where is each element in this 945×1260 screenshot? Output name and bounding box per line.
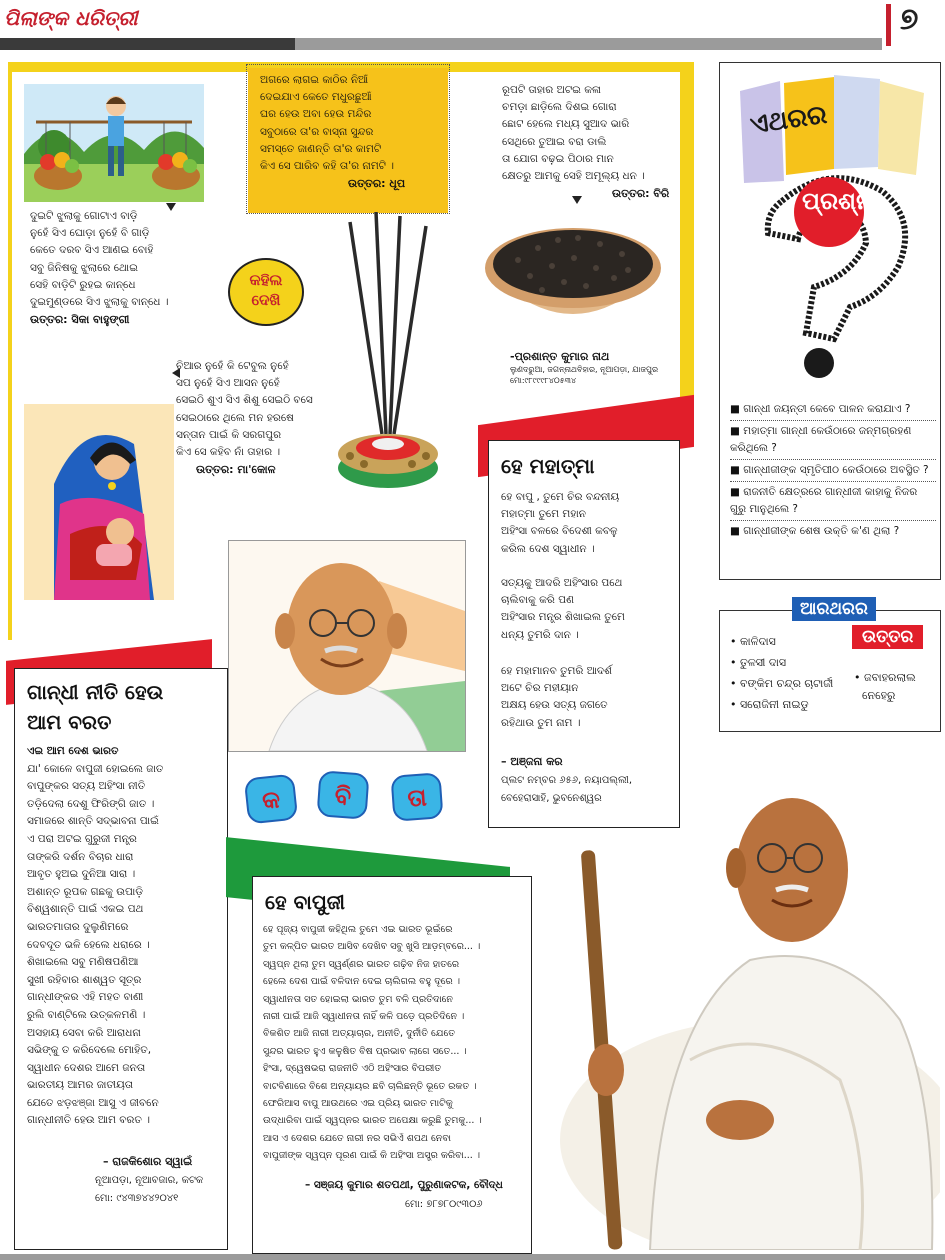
bullet-icon: ■ (730, 464, 744, 476)
riddle3-line: ତା ଯୋଗ ବଢ଼ଇ ପିଠାର ମାନ (502, 152, 614, 165)
answer-item (730, 694, 833, 715)
riddle4 (176, 358, 313, 478)
riddle3-line: କ୍ଷେତରୁ ଆମକୁ ସେହି ଅମୂଲ୍ୟ ଧନ । (502, 170, 645, 183)
riddle1-line: ଦୁଇଟି ଝୁଲାକୁ ଗୋଟାଏ ବାଡ଼ି (30, 210, 138, 222)
poem-line: ଏଇ ଆମ ଦେଶ ଭାରତ (27, 745, 119, 757)
poem-line: ରୁଲି ବାଣ୍ଟିଲେ ଉତ୍କଳମଣି । (27, 1008, 146, 1021)
poem-line: ଭାରତମାତାର ଦୁଲୁଣିମରେ (27, 920, 129, 933)
poem-line: ହେ ମହାମାନବ ତୁମରି ଆଦର୍ଶ (501, 665, 612, 677)
kabita-letter (244, 774, 299, 825)
question-title-top: ଏଥରର (748, 99, 829, 141)
riddle4-line: ସେଇଠାରେ ଥିଲେ ମନ ହରଷେ (176, 411, 294, 424)
mahatma-address1: ପ୍ଲଟ ନମ୍ବର ୬୫୬, ନୟାପଲ୍ଲୀ, (501, 775, 633, 786)
riddle-contributor (510, 350, 658, 386)
frame-step (680, 62, 694, 402)
poem-line: ଅକ୍ଷୟ ହେଉ ସତ୍ୟ ଜଗତେ (501, 699, 608, 712)
answer-title-top: ଆରଥରର (792, 597, 876, 621)
riddle4-line: ଚିଆର ନୁହେଁ କି ଟେବୁଲ ନୁହେଁ (176, 360, 289, 372)
riddle3-pointer (572, 196, 582, 204)
poem-line: ରହିଥାଉ ତୁମ ନାମ । (501, 716, 581, 729)
riddle3-answer: ଉତ୍ତର: ବିରି (612, 187, 670, 201)
question-list (730, 399, 936, 542)
poem-line: ନାରୀ ପାଇଁ ଆଜି ସ୍ୱାଧୀନତା ନାହିଁ କଳି ପଡ଼େ ପ୍ରତିଦିନେ । (263, 1011, 465, 1023)
bullet-icon: • (730, 677, 740, 690)
gandhi-niti-author: – ରାଜକିଶୋର ସ୍ୱାଇଁ (103, 1155, 193, 1168)
question-item (730, 421, 936, 460)
gandhi-niti-panel (14, 668, 228, 1250)
riddle2-box (248, 68, 448, 213)
answer-item-5 (854, 669, 916, 705)
poem-line: ବାପୁଙ୍କର ସତ୍ୟ ଅହିଂସା ନୀତି (27, 780, 146, 793)
poem-line: ବିକଶିତ ଆଜି ନାରୀ ଅତ୍ୟାଚାର, ଅନୀତି, ଦୁର୍ନୀତି ଯେତେ (263, 1028, 455, 1040)
riddle4-answer: ଉତ୍ତର: ମା'କୋଳ (196, 463, 276, 477)
poem-line: ଚାଲିବାକୁ କରି ପଣ (501, 594, 575, 607)
riddle4-line: କିଏ ସେ କହିବ ନାଁ ତାହାର । (176, 446, 281, 459)
answer-text: ସରୋଜିନୀ ନାଇଡୁ (740, 698, 809, 711)
poem-line: ବାପୁଜୀଙ୍କ ସ୍ୱପ୍ନ ପୂରଣ ପାଇଁ କି ଅହିଂସା ଅସ୍ତ୍ର କରିବା... । (263, 1150, 481, 1162)
riddle1 (30, 208, 168, 328)
answer-text: ତୁଳସୀ ଦାସ (740, 656, 787, 669)
answer-title-main: ଉତ୍ତର (852, 625, 923, 649)
kabita-label (246, 772, 446, 826)
riddle1-answer: ଉତ୍ତର: ସିକା ବାହୁଙ୍ଗୀ (30, 313, 130, 327)
poem-line: ସ୍ୱପ୍ନ ଥିଲା ତୁମ ସ୍ୱର୍ଣ୍ଣର ଭାରତ ଗଢ଼ିବ ନିଜ ହାତରେ (263, 958, 460, 970)
poem-line: ଆସ ଏ ଦେଶର ଯେତେ ନାରୀ ନର ସଭିଏଁ ଶପଥ ନେବା (263, 1132, 451, 1144)
mahatma-author: – ଅଞ୍ଜନା କର (501, 755, 563, 768)
poem-line: ତାଙ୍କରି ଦର୍ଶନ ବିଚାର ଧାରା (27, 850, 134, 863)
answer-item (730, 631, 833, 652)
poem-line: ଭାରତୀୟ ଆମର ଜାତୀୟତା (27, 1079, 134, 1092)
gandhi-niti-address: ନୂଆପଡ଼ା, ନୂଆବଜାର, କଟକ (95, 1175, 204, 1186)
poem-line: ସୁଖୀ ରହିବାର ଶାଶ୍ୱତ ସୂତ୍ର (27, 973, 142, 986)
page-header (0, 0, 945, 52)
question-title-main: ପ୍ରଶ୍ନ (802, 187, 873, 215)
riddle4-pointer (172, 368, 180, 378)
riddle1-line: ନୁହେଁ ସିଏ ଘୋଡ଼ା ନୁହେଁ ବି ଗାଡ଼ି (30, 227, 150, 240)
poem-line: ସ୍ୱାଧୀନ ଦେଶର ଆମେ ଜନତା (27, 1061, 146, 1074)
mahatma-stanza3 (501, 663, 612, 732)
answer-item (730, 652, 833, 673)
poem-line: ଫେରିଆସ ବାପୁ ଆଉଥରେ ଏଇ ପ୍ରିୟ ଭାରତ ମାଟିକୁ (263, 1098, 453, 1110)
poem-line: ଅହିଂସାର ମନ୍ତ୍ର ଶିଖାଇଲ ତୁମେ (501, 611, 625, 624)
poem-line: ଅଶାନ୍ତ ରୂପକ ଗଛକୁ ଉପାଡ଼ି (27, 885, 144, 898)
riddle1-line: ଦୁଇମୁଣ୍ଡରେ ସିଏ ଝୁଲାକୁ ବାନ୍ଧେ । (30, 296, 169, 309)
bapuji-body (263, 921, 482, 1165)
kahila-dekhi-badge (228, 258, 304, 326)
header-bar-grey (295, 38, 882, 50)
poem-line: ଗାନ୍ଧୀଙ୍କର ଏହି ମହତ ବାଣୀ (27, 991, 144, 1004)
answer-panel (719, 599, 941, 732)
poem-line: ଅଟେ ଚିର ମହୀୟାନ (501, 682, 579, 695)
riddle3-line: ରୂପଟି ତାହାର ଅଟଇ କଳା (502, 84, 601, 96)
answer5-line1: ଜବାହରଲାଲ (864, 671, 916, 684)
incense-illustration (330, 212, 450, 492)
riddle4-line: ସପ ନୁହେଁ ସିଏ ଆସନ ନୁହେଁ (176, 377, 280, 390)
poem-line: ହେ ବାପୁ , ତୁମେ ଚିର ବନ୍ଦନୀୟ (501, 491, 620, 503)
question-text: ରାଜନୀତି କ୍ଷେତ୍ରରେ ଗାନ୍ଧୀଜୀ କାହାକୁ ନିଜର ଗୁରୁ ମାନୁଥିଲେ ? (730, 486, 918, 515)
magazine-name: ପିଲାଙ୍କ ଧରିତ୍ରୀ (4, 6, 138, 30)
bapuji-phone: ମୋ: ୭୮୭୮୦୯୩୦୬ (405, 1199, 483, 1210)
gandhi-walking-illustration (540, 760, 940, 1250)
poem-line: ସମାଜରେ ଶାନ୍ତି ସଦ୍ଭାବନା ପାଇଁ (27, 815, 159, 828)
poem-line: ହେ ପୂଜ୍ୟ ବାପୁଜୀ କହିଥିଲ ତୁମେ ଏଇ ଭାରତ ଭୂଇଁରେ (263, 924, 453, 935)
question-text: ଗାନ୍ଧୀଜୀଙ୍କ ଶେଷ ଉକ୍ତି କ'ଣ ଥିଲା ? (743, 525, 900, 537)
answer-text: କାଳିଦାସ (740, 635, 776, 648)
poem-line: ସ୍ୱାଧୀନତା ସତ ହୋଇଲା ଭାରତ ତୁମ ବଳି ପ୍ରତିଦାନେ (263, 993, 453, 1005)
masthead (4, 6, 138, 36)
poem-line: ସୁନ୍ଦର ଭାରତ ହୁଏ କଳୁଷିତ ବିଷ ପ୍ରଭାବ ଲାଗେ ସତେ... । (263, 1045, 467, 1057)
poem-line: ଅସହାୟ ସେବା କରି ଆରାଧନା (27, 1026, 141, 1039)
riddle1-illustration (24, 84, 204, 202)
poem-line: ଅହିଂସା ବଳରେ ବିଦେଶୀ କବଳୁ (501, 525, 618, 538)
riddle1-line: ସବୁ ଜିନିଷକୁ ଝୁଲାରେ ଥୋଇ (30, 261, 138, 274)
poem-line: ହେଲେ ଦେଶ ପାଇଁ ବଳିଦାନ ଦେଇ ଚାଲିଗଲ ବହୁ ଦୂରେ । (263, 976, 460, 988)
riddle3-line: ଚମଡ଼ା ଛାଡ଼ିଲେ ଦିଶଇ ଗୋରା (502, 101, 617, 114)
contributor-phone: ମୋ:୯୮୯୯୯୮୪୦୫୩୪ (510, 376, 577, 385)
poem-line: ତୁମ କଳ୍ପିତ ଭାରତ ଆସିବ ଦେଖିବ ସବୁ ଖୁସି ଆଡ଼ମ୍ବରେ... । (263, 941, 481, 953)
mother-child-illustration (24, 404, 174, 600)
riddle3 (502, 82, 669, 202)
question-item (730, 399, 936, 421)
bullet-icon: ■ (730, 425, 744, 437)
poem-line: ଧନ୍ୟ ତୁମରି ଦାନ । (501, 628, 579, 641)
question-text: ମହାତ୍ମା ଗାନ୍ଧୀ କେଉଁଠାରେ ଜନ୍ମଗ୍ରହଣ କରିଥିଲେ ? (730, 425, 912, 454)
mahatma-stanza1 (501, 489, 619, 558)
question-panel (719, 62, 941, 580)
poem-line: ତଡ଼ିଦେଲା ଦେଶୁ ଫିରିଙ୍ଗି ଜାତ । (27, 797, 155, 810)
question-text: ଗାନ୍ଧୀଜୀଙ୍କ ସ୍ମୃତିପୀଠ କେଉଁଠାରେ ଅବସ୍ଥିତ ? (743, 464, 929, 476)
poem-line: ଏ ପରା ଅଟଇ ଗୁରୁଜୀ ମନ୍ତ୍ର (27, 832, 137, 845)
kabita-letter-text: ତା (406, 783, 428, 813)
gandhi-portrait (228, 540, 466, 752)
mahatma-title: ହେ ମହାତ୍ମା (501, 454, 595, 478)
riddle2 (260, 72, 405, 192)
riddle2-line: ଦେଇଯାଏ କେତେ ମଧୁରଛୁଆଁ (260, 91, 372, 104)
poem-line: ବାଟବିଣାରେ ବିଶେ ଅନ୍ୟାୟର ଛବି ଚାଲିଛନ୍ତି ଭୂତେ ରକତ । (263, 1080, 477, 1092)
poem-line: ହିଂସା, ଦ୍ୱେଷଭରା ରାଜନୀତି ଏଠି ଅହିଂସାର ବିପରୀତ (263, 1063, 442, 1075)
riddle2-line: ଅଗରେ ଲାଗଇ କାଠିର ନିଆଁ (260, 74, 369, 86)
bullet-icon: • (854, 671, 864, 684)
question-item (730, 460, 936, 482)
answer-list (730, 631, 833, 715)
riddle2-answer: ଉତ୍ତର: ଧୂପ (348, 177, 406, 191)
riddle1-line: କେତେ ଦରବ ସିଏ ଆଣଇ ବୋହି (30, 244, 154, 257)
riddle2-line: ସବୁଠାରେ ତା'ର ବାସ୍ନା ସୁନ୍ଦର (260, 125, 374, 138)
kabita-letter (390, 772, 443, 821)
answer-text: ବଙ୍କିମ ଚନ୍ଦ୍ର ଚାଟାର୍ଜୀ (740, 677, 834, 690)
poem-line: ସଭିଙ୍କୁ ତ କରିଦେଲେ ମୋହିତ, (27, 1044, 152, 1057)
lentil-bowl-illustration (478, 210, 668, 344)
riddle1-line: ସେହି ବାଡ଼ିଟି ରୁହଇ କାନ୍ଧେ (30, 278, 136, 291)
poem-line: ବିଶ୍ୱଶାନ୍ତି ପାଇଁ ଏକଇ ପଥ (27, 903, 144, 916)
riddle3-line: ସେଥିରେ ତୁଆଇ ବରା ଡାଲି (502, 135, 607, 148)
question-text: ଗାନ୍ଧୀ ଜୟନ୍ତୀ କେବେ ପାଳନ କରାଯାଏ ? (743, 403, 911, 415)
bullet-icon: • (730, 656, 740, 669)
header-bar-dark (0, 38, 295, 50)
riddle2-line: ଘର ହେଉ ଅବା ହେଉ ମନ୍ଦିର (260, 108, 372, 121)
badge-line2: ଦେଖି (251, 291, 281, 309)
bapuji-author: – ସଞ୍ଜୟ କୁମାର ଶତପଥୀ, ପୁରୁଣାକଟକ, ବୌଦ୍ଧ (305, 1179, 503, 1191)
answer-item (730, 673, 833, 694)
bullet-icon: • (730, 635, 740, 648)
bapuji-poem-panel (252, 876, 532, 1254)
poem-line: ଆବୃତ ହୁଅଇ ଦୁନିଆ ସାରା । (27, 868, 136, 881)
poem-line: ଦେବଦୂତ ଭଳି ହେଲେ ଧରାରେ । (27, 938, 150, 951)
poem-line: ମହାତ୍ମା ତୁମେ ମହାନ (501, 508, 586, 521)
contributor-name: -ପ୍ରଶାନ୍ତ କୁମାର ନାଥ (510, 350, 610, 363)
mahatma-stanza2 (501, 575, 625, 644)
answer5-line2: ନେହେରୁ (862, 689, 896, 702)
bullet-icon: • (730, 698, 740, 711)
poem-line: ଉଦ୍ଧାରିବା ପାଇଁ ସ୍ୱପ୍ନର ଭାରତ ଅପେକ୍ଷା କରୁଛି ତୁମକୁ... । (263, 1115, 482, 1127)
page-number: ୭ (900, 2, 919, 37)
bullet-icon: ■ (730, 525, 744, 537)
riddle2-line: ସମସ୍ତେ ଜାଣନ୍ତି ତା'ର କାମଟି (260, 142, 382, 155)
kabita-letter-text: କ (260, 785, 282, 815)
kabita-letter-text: ବି (333, 781, 353, 811)
riddle4-line: ସନ୍ତାନ ପାଇଁ କି ସରଗପୁର (176, 428, 282, 441)
badge-line1: କହିଲ (249, 271, 283, 289)
gandhi-niti-phone: ମୋ: ୯୪୩୭୪୪୨୦୪୧ (95, 1193, 179, 1204)
bullet-icon: ■ (730, 403, 744, 415)
riddle2-line: କିଏ ସେ ପାରିବ କହି ତା'ର ନାମଟି । (260, 160, 395, 173)
question-item (730, 482, 936, 521)
footer-rule (0, 1254, 945, 1260)
riddle4-line: ସେଇଠି ଶୁଏ ସିଏ ଶିଶୁ ସେଇଠି ବସେ (176, 394, 313, 407)
poem-line: ଯା' କୋଳେ ବାପୁଜୀ ହୋଇଲେ ଜାତ (27, 762, 164, 775)
riddle3-line: ଛୋଟ ହେଲେ ମଧ୍ୟ ସୁଆଦ ଭାରି (502, 118, 630, 131)
poem-line: ଗାନ୍ଧୀନୀତି ହେଉ ଆମ ବରତ । (27, 1114, 150, 1127)
bapuji-title: ହେ ବାପୁଜୀ (265, 890, 345, 914)
poem-line: କରିଲ ଦେଶ ସ୍ୱାଧୀନ । (501, 542, 595, 555)
question-item (730, 521, 936, 542)
mahatma-address2: ବେହେରାସାହି, ଭୁବନେଶ୍ୱର (501, 793, 602, 804)
contributor-address: ଲୁଣଦରୁଆ, ଜଗନ୍ନାଥବିହାର, ନୂଆପଡ଼ା, ଯାଜପୁର (510, 365, 659, 374)
poem-line: ସତ୍ୟକୁ ଆଦରି ଅହିଂସାର ପଥେ (501, 577, 623, 589)
gandhi-niti-title-line2: ଆମ ବରତ (27, 710, 112, 734)
poem-line: ଯେତେ ଝଡ଼ଝଞ୍ଜା ଆସୁ ଏ ଜୀବନେ (27, 1096, 159, 1109)
bullet-icon: ■ (730, 486, 744, 498)
gandhi-niti-title-line1: ଗାନ୍ଧୀ ନୀତି ହେଉ (27, 680, 164, 704)
gandhi-niti-body (27, 743, 163, 1130)
kabita-letter (316, 770, 369, 819)
poem-line: ଶିଖାଇଲେ ସବୁ ମଣିଷପଣିଆ (27, 956, 139, 969)
header-red-marker (886, 4, 891, 46)
